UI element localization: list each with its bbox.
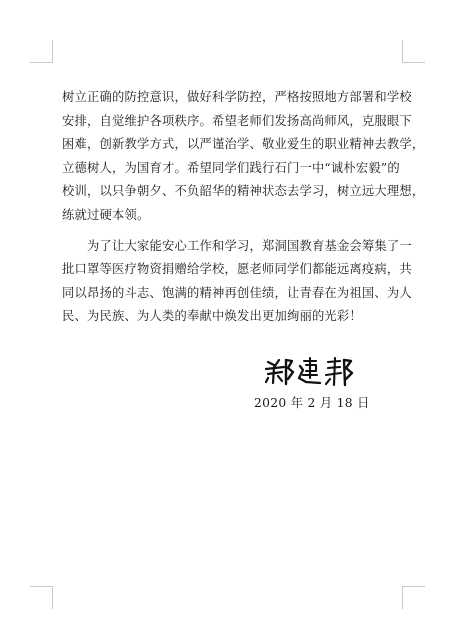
text-line: 困难，创新教学方式，以严谨治学、敬业爱生的职业精神去教学， bbox=[62, 137, 425, 152]
handwritten-signature bbox=[262, 352, 362, 388]
text-line: 为了让大家能安心工作和学习，郑洞国教育基金会筹集了一 bbox=[87, 238, 412, 253]
text-line: 立德树人，为国育才。希望同学们践行石门一中“诚朴宏毅”的 bbox=[62, 160, 400, 175]
text-line: 批口罩等医疗物资捐赠给学校，愿老师同学们都能远离疫病，共 bbox=[62, 262, 412, 277]
text-line: 校训，以只争朝夕、不负韶华的精神状态去学习，树立远大理想， bbox=[62, 184, 425, 199]
crop-mark-bottom-left bbox=[30, 586, 53, 609]
crop-mark-bottom-right bbox=[402, 586, 425, 609]
text-line: 同以昂扬的斗志、饱满的精神再创佳绩，让青春在为祖国、为人 bbox=[62, 285, 412, 300]
text-line: 练就过硬本领。 bbox=[62, 207, 150, 222]
paragraph-1 bbox=[62, 86, 425, 228]
text-line: 树立正确的防控意识，做好科学防控，严格按照地方部署和学校 bbox=[62, 90, 412, 104]
letter-body bbox=[62, 86, 425, 329]
text-line: 民、为民族、为人类的奉献中焕发出更加绚丽的光彩！ bbox=[62, 309, 362, 324]
paragraph-2 bbox=[62, 235, 412, 329]
letter-date: 2020 年 2 月 18 日 bbox=[254, 396, 370, 410]
text-line: 安排，自觉维护各项秩序。希望老师们发扬高尚师风，克服眼下 bbox=[62, 113, 412, 128]
crop-mark-top-right bbox=[402, 40, 425, 63]
crop-mark-top-left bbox=[30, 40, 53, 63]
